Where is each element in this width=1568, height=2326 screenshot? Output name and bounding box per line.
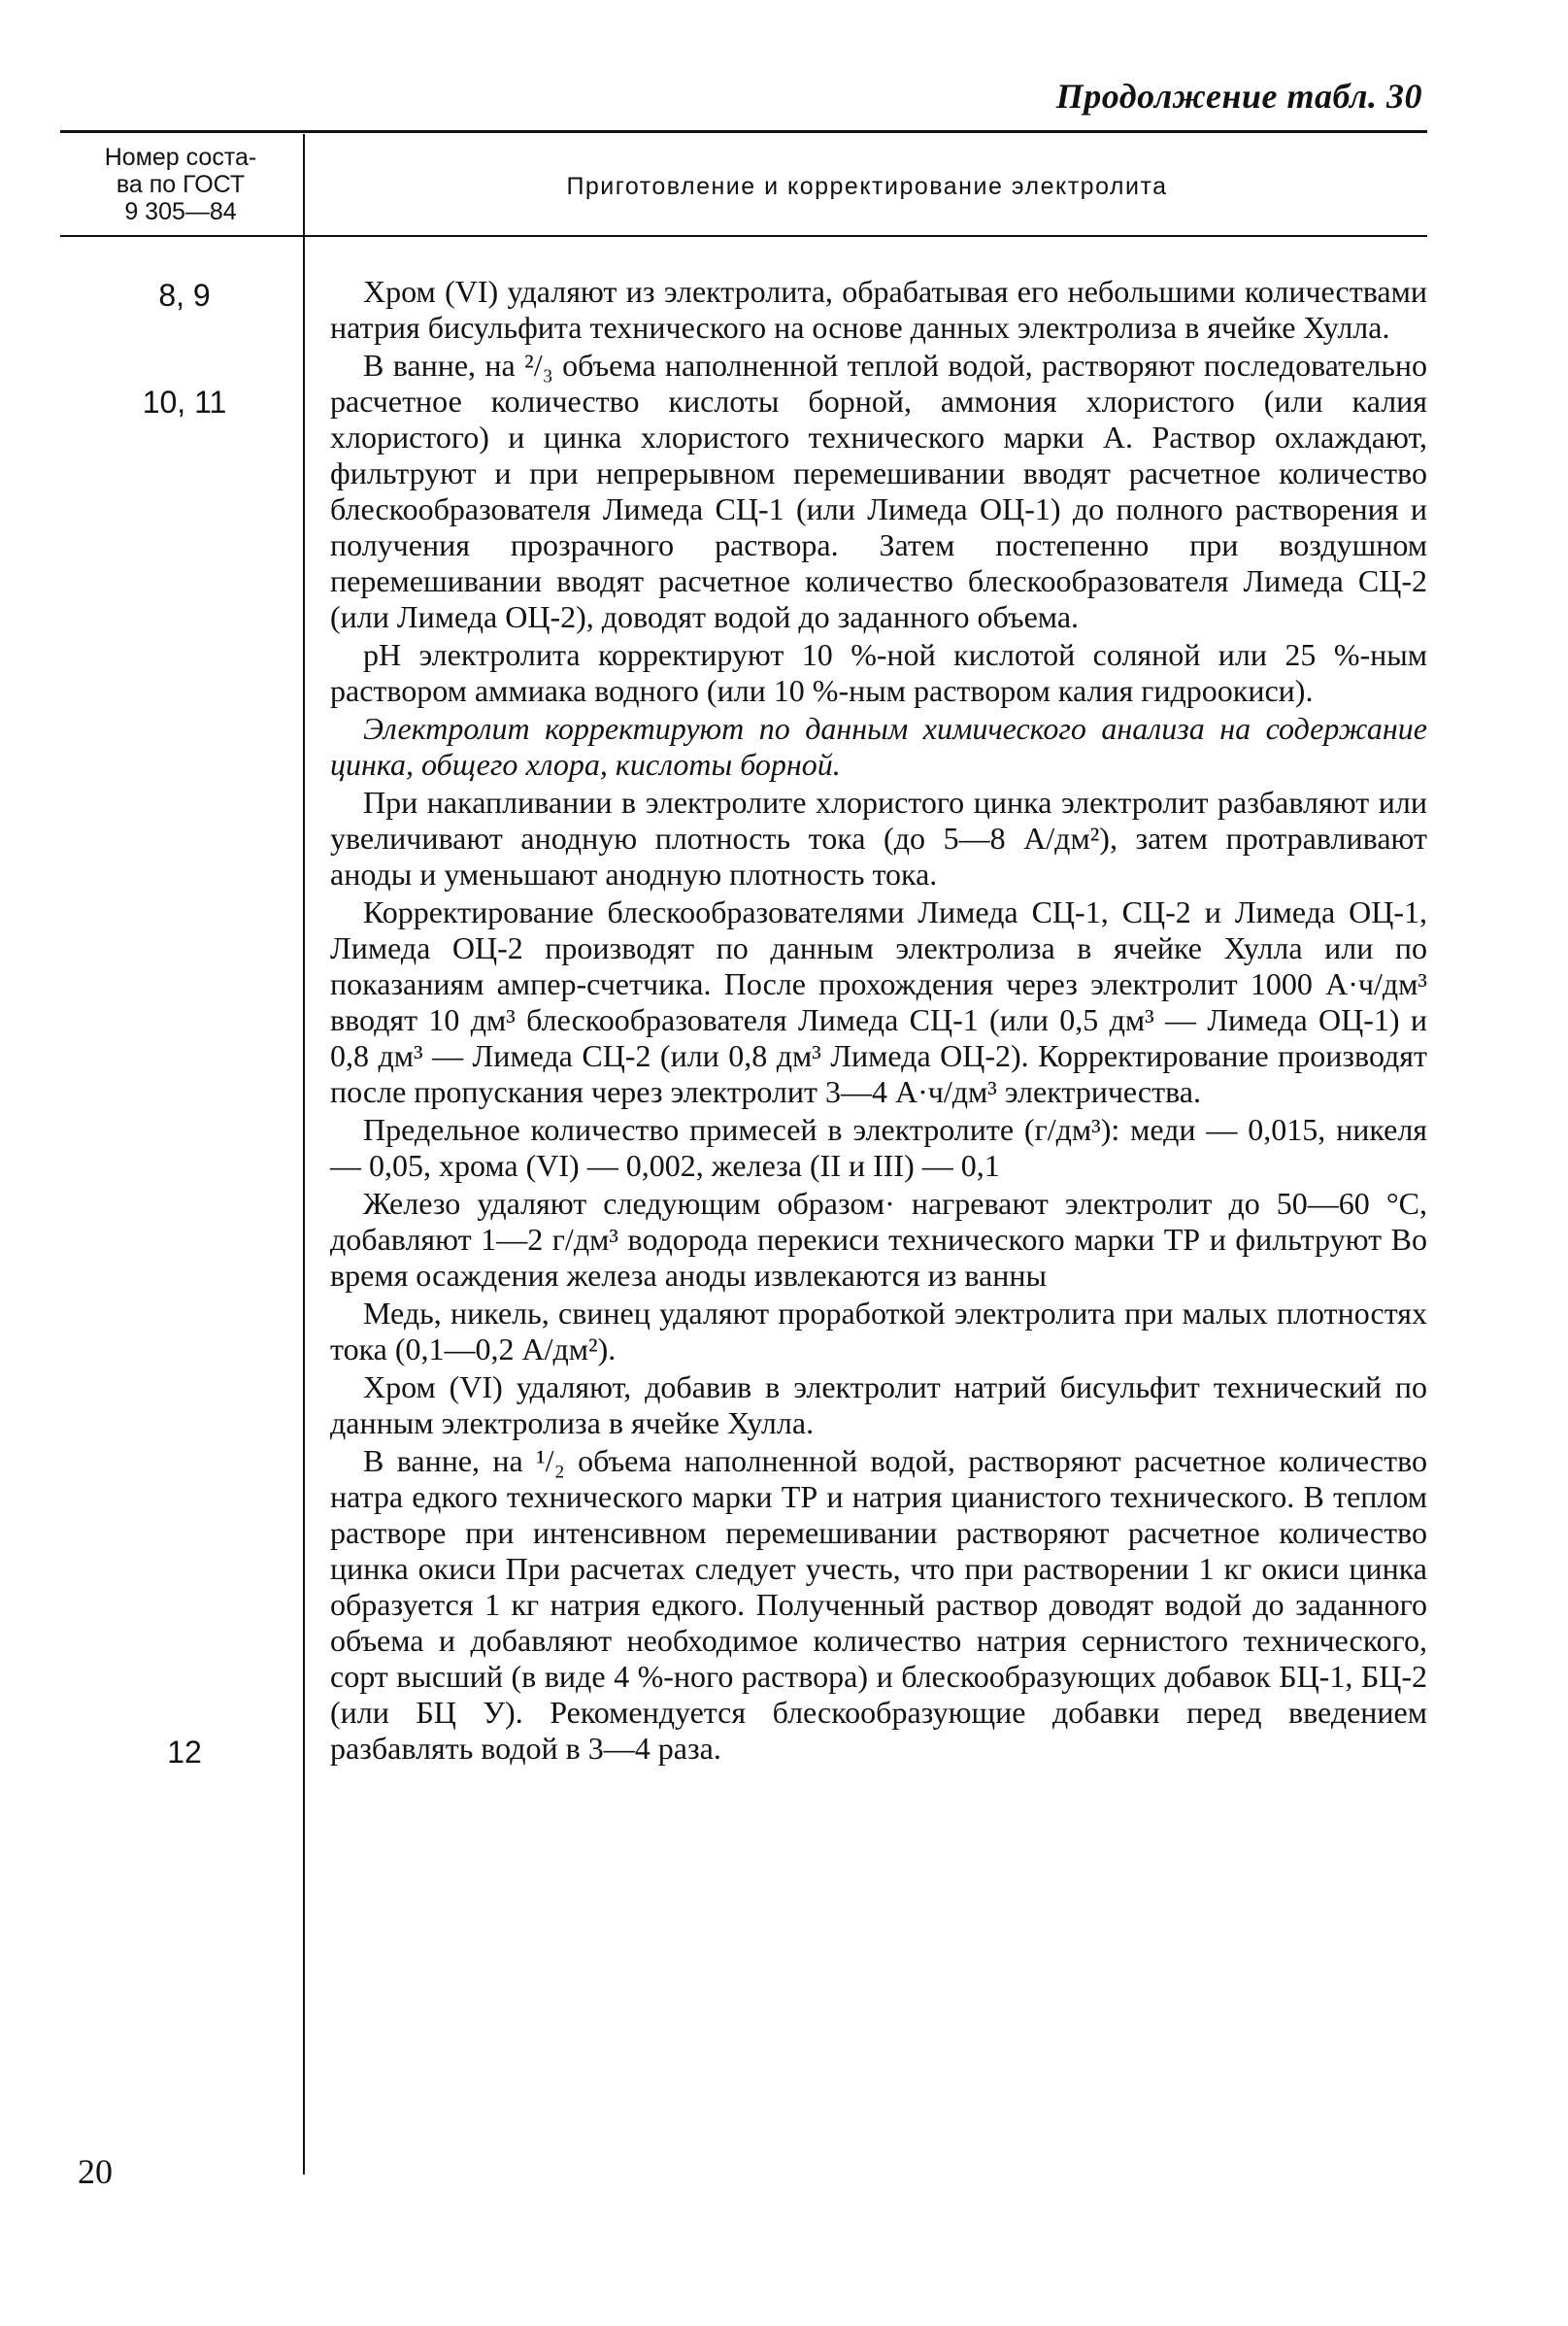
paragraph-brightener-correction: Корректирование блескообразователями Лимеда СЦ-1, СЦ-2 и Лимеда ОЦ-1, Лимеда ОЦ-2 производят по данным электролиза в ячейке Хулла или по показаниям ампер-счетчика. После прохождения через электролит 1000 А·ч/дм³ вводят 10 дм³ блескообразователя Лимеда СЦ-1 (или 0,5 дм³ — Лимеда ОЦ-1) и 0,8 дм³ — Лимеда СЦ-2 (или 0,8 дм³ Лимеда ОЦ-2). Корректирование производят после пропускания через электролит 3—4 А·ч/дм³ электричества. (330, 894, 1427, 1109)
column-header-line: ва по ГОСТ (116, 171, 246, 198)
header-column-divider (303, 134, 305, 235)
paragraph-iron-removal: Железо удаляют следующим образом· нагревают электролит до 50—60 °С, добавляют 1—2 г/дм³ водорода перекиси технического марки ТР и фильтруют Во время осаждения железа аноды извлекаются из ванны (330, 1186, 1427, 1293)
paragraph-chrome-removal-bisulfite: Хром (VI) удаляют, добавив в электролит натрий бисульфит технический по данным электролиза в ячейке Хулла. (330, 1369, 1427, 1440)
paragraph-bath-preparation: В ванне, на ²/₃ объема наполненной теплой водой, растворяют последовательно расчетное количество кислоты борной, аммония хлористого (или калия хлористого) и цинка хлористого технического марки А. Раствор охлаждают, фильтруют и при непрерывном перемешивании вводят расчетное количество блескообразователя Лимеда СЦ-1 (или Лимеда ОЦ-1) до полного растворения и получения прозрачного раствора. Затем постепенно при воздушном перемешивании вводят расчетное количество блескообразователя Лимеда СЦ-2 (или Лимеда ОЦ-2), доводят водой до заданного объема. (330, 348, 1427, 634)
column-header-composition-number (60, 144, 301, 225)
body-column-divider (303, 237, 305, 2174)
paragraph-zinc-chloride: При накапливании в электролите хлористого цинка электролит разбавляют или увеличивают анодную плотность тока (до 5—8 А/дм²), затем протравливают аноды и уменьшают анодную плотность тока. (330, 785, 1427, 892)
paragraph-cyanide-bath: В ванне, на ¹/₂ объема наполненной водой, растворяют расчетное количество натра едкого технического марки ТР и натрия цианистого технического. В теплом растворе при интенсивном перемешивании растворяют расчетное количество цинка окиси При расчетах следует учесть, что при растворении 1 кг окиси цинка образуется 1 кг натрия едкого. Полученный раствор доводят водой до заданного объема и добавляют необходимое количество натрия сернистого технического, сорт высший (в виде 4 %-ного раствора) и блескообразующих добавок БЦ-1, БЦ-2 (или БЦ У). Рекомендуется блескообразующие добавки перед введением разбавлять водой в 3—4 раза. (330, 1443, 1427, 1766)
row-number: 10, 11 (142, 385, 227, 420)
table-continuation-caption: Продолжение табл. 30 (1055, 77, 1422, 116)
table-top-rule (60, 130, 1427, 133)
table-header-rule (60, 235, 1427, 237)
paragraph-impurity-limits: Предельное количество примесей в электролите (г/дм³): меди — 0,015, никеля — 0,05, хрома (VI) — 0,002, железа (II и III) — 0,1 (330, 1112, 1427, 1183)
paragraph-copper-nickel-removal: Медь, никель, свинец удаляют проработкой электролита при малых плотностях тока (0,1—0,2 А/дм²). (330, 1296, 1427, 1366)
table-body-text (330, 274, 1427, 1769)
row-number: 12 (167, 1735, 202, 1770)
paragraph-chrome-removal: Хром (VI) удаляют из электролита, обрабатывая его небольшими количествами натрия бисульфита технического на основе данных электролиза в ячейке Хулла. (330, 274, 1427, 345)
paragraph-chemical-analysis: Электролит корректируют по данным химического анализа на содержание цинка, общего хлора, кислоты борной. (330, 711, 1427, 782)
column-header-preparation: Приготовление и корректирование электролита (566, 173, 1168, 200)
row-number: 8, 9 (158, 278, 211, 313)
paragraph-ph-correction: pH электролита корректируют 10 %-ной кислотой соляной или 25 %-ным раствором аммиака водного (или 10 %-ным раствором калия гидроокиси). (330, 637, 1427, 708)
page-number: 20 (78, 2152, 113, 2191)
column-header-line: 9 305—84 (124, 198, 237, 225)
column-header-line: Номер соста- (104, 144, 257, 171)
